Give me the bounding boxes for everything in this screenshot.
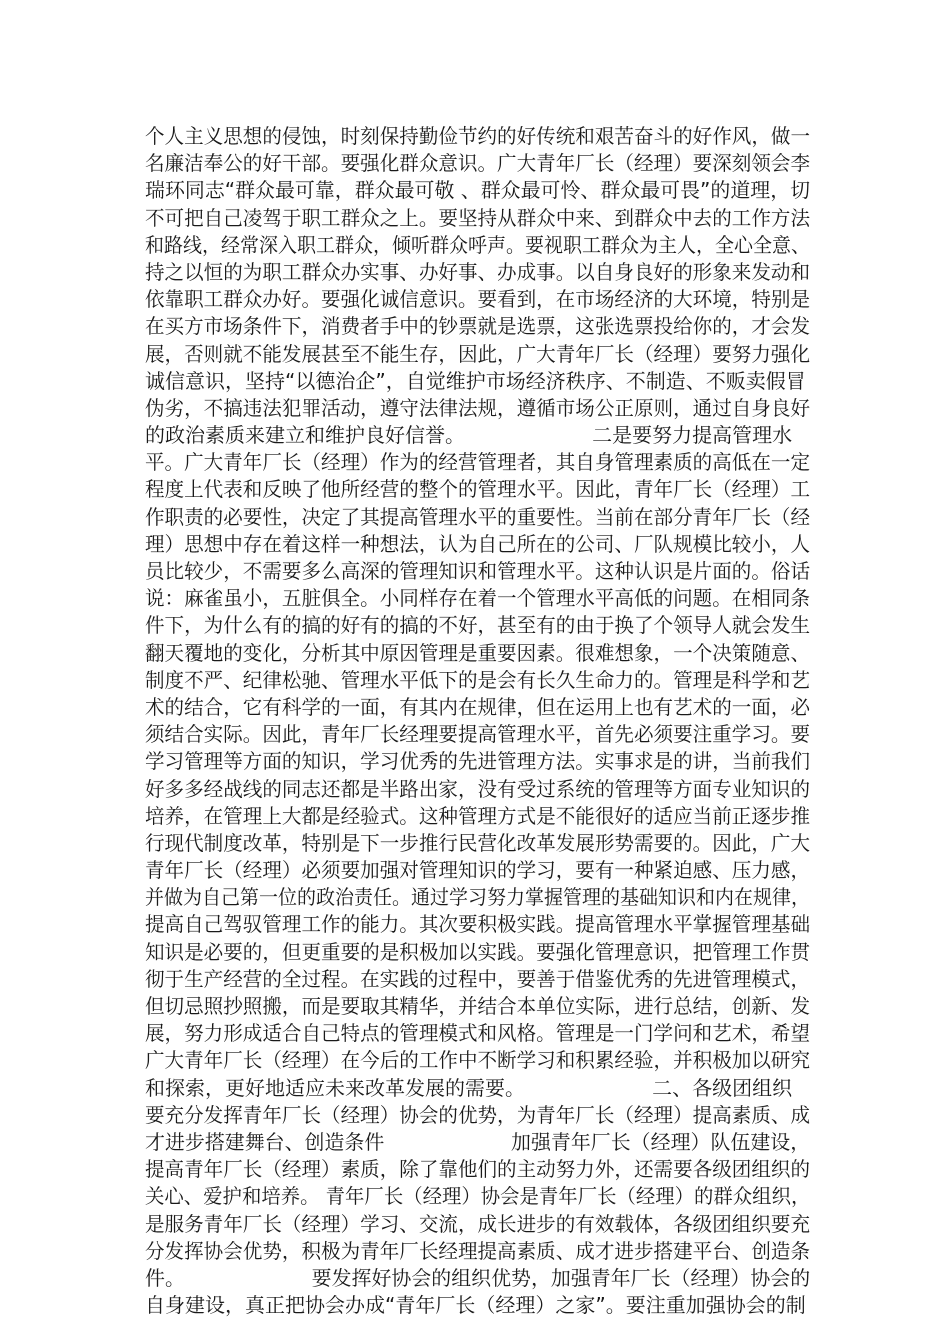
text-line: 展，否则就不能发展甚至不能生存，因此，广大青年厂长（经理）要努力强化: [145, 341, 810, 366]
text-line: 平。广大青年厂长（经理）作为的经营管理者，其自身管理素质的高低在一定: [145, 450, 810, 475]
text-line: 是服务青年厂长（经理）学习、交流，成长进步的有效载体，各级团组织要充: [145, 1211, 810, 1236]
text-line: 行现代制度改革，特别是下一步推行民营化改革发展形势需要的。因此，广大: [145, 830, 810, 855]
text-line: 理）思想中存在着这样一种想法，认为自己所在的公司、厂队规模比较小，人: [145, 531, 810, 556]
text-line: 才进步搭建舞台、创造条件 加强青年厂长（经理）队伍建设，: [145, 1129, 811, 1154]
text-line: 展，努力形成适合自己特点的管理模式和风格。管理是一门学问和艺术，希望: [145, 1021, 810, 1046]
text-line: 制度不严、纪律松驰、管理水平低下的是会有长久生命力的。管理是科学和艺: [145, 667, 810, 692]
text-line: 好多多经战线的同志还都是半路出家，没有受过系统的管理等方面专业知识的: [145, 776, 810, 801]
text-line: 但切忌照抄照搬，而是要取其精华，并结合本单位实际，进行总结，创新、发: [145, 994, 810, 1018]
text-line: 个人主义思想的侵蚀，时刻保持勤俭节约的好传统和艰苦奋斗的好作风，做一: [145, 124, 810, 148]
text-line: 翻天覆地的变化，分析其中原因管理是重要因素。很难想象，一个决策随意、: [145, 640, 810, 665]
text-line: 青年厂长（经理）必须要加强对管理知识的学习，要有一种紧迫感、压力感，: [145, 858, 810, 883]
body-text: [145, 123, 810, 1319]
text-line: 分发挥协会优势，积极为青年厂长经理提高素质、成才进步搭建平台、创造条: [145, 1238, 810, 1263]
text-line: 和探索，更好地适应未来改革发展的需要。 二、各级团组织: [145, 1075, 793, 1100]
text-line: 和路线，经常深入职工群众，倾听群众呼声。要视职工群众为主人，全心全意、: [145, 232, 810, 257]
text-line: 术的结合，它有科学的一面，有其内在规律，但在运用上也有艺术的一面，必: [145, 694, 810, 719]
text-line: 学习管理等方面的知识，学习优秀的先进管理方法。实事求是的讲，当前我们: [145, 749, 810, 774]
text-line: 知识是必要的，但更重要的是积极加以实践。要强化管理意识，把管理工作贯: [145, 939, 810, 964]
text-line: 员比较少，不需要多么高深的管理知识和管理水平。这种认识是片面的。俗话: [145, 559, 810, 583]
text-line: 并做为自己第一位的政治责任。通过学习努力掌握管理的基础知识和内在规律，: [145, 885, 810, 910]
text-line: 要充分发挥青年厂长（经理）协会的优势，为青年厂长（经理）提高素质、成: [145, 1102, 810, 1127]
text-line: 不可把自己凌驾于职工群众之上。要坚持从群众中来、到群众中去的工作方法: [145, 205, 810, 230]
text-line: 伪劣，不搞违法犯罪活动，遵守法律法规，遵循市场公正原则，通过自身良好: [145, 395, 810, 420]
text-line: 名廉洁奉公的好干部。要强化群众意识。广大青年厂长（经理）要深刻领会李: [145, 151, 810, 176]
text-line: 诚信意识，坚持“以德治企”，自觉维护市场经济秩序、不制造、不贩卖假冒: [145, 368, 806, 393]
text-line: 广大青年厂长（经理）在今后的工作中不断学习和积累经验，并积极加以研究: [145, 1048, 810, 1073]
text-line: 提高自己驾驭管理工作的能力。其次要积极实践。提高管理水平掌握管理基础: [145, 912, 810, 937]
text-line: 在买方市场条件下，消费者手中的钞票就是选票，这张选票投给你的，才会发: [145, 314, 810, 339]
text-line: 的政治素质来建立和维护良好信誉。 二是要努力提高管理水: [145, 423, 793, 448]
text-line: 依靠职工群众办好。要强化诚信意识。要看到，在市场经济的大环境，特别是: [145, 287, 810, 312]
text-line: 瑞环同志“群众最可靠，群众最可敬 、群众最可怜、群众最可畏”的道理，切: [145, 178, 811, 203]
text-line: 自身建设，真正把协会办成“青年厂长（经理）之家”。要注重加强协会的制: [145, 1293, 806, 1318]
text-line: 程度上代表和反映了他所经营的整个的管理水平。因此，青年厂长（经理）工: [145, 477, 810, 502]
text-line: 培养，在管理上大都是经验式。这种管理方式是不能很好的适应当前正逐步推: [145, 803, 810, 828]
text-line: 持之以恒的为职工群众办实事、办好事、办成事。以自身良好的形象来发动和: [145, 259, 810, 284]
text-line: 关心、爱护和培养。 青年厂长（经理）协会是青年厂长（经理）的群众组织，: [145, 1184, 811, 1209]
text-line: 提高青年厂长（经理）素质，除了靠他们的主动努力外，还需要各级团组织的: [145, 1157, 810, 1182]
text-line: 作职责的必要性，决定了其提高管理水平的重要性。当前在部分青年厂长（经: [145, 504, 810, 529]
text-line: 件下，为什么有的搞的好有的搞的不好，甚至有的由于换了个领导人就会发生: [145, 613, 810, 638]
text-line: 须结合实际。因此，青年厂长经理要提高管理水平，首先必须要注重学习。要: [145, 722, 810, 747]
text-line: 彻于生产经营的全过程。在实践的过程中，要善于借鉴优秀的先进管理模式，: [145, 966, 810, 991]
text-line: 说：麻雀虽小，五脏俱全。小同样存在着一个管理水平高低的问题。在相同条: [145, 586, 810, 611]
text-line: 件。 要发挥好协会的组织优势，加强青年厂长（经理）协会的: [145, 1265, 811, 1290]
